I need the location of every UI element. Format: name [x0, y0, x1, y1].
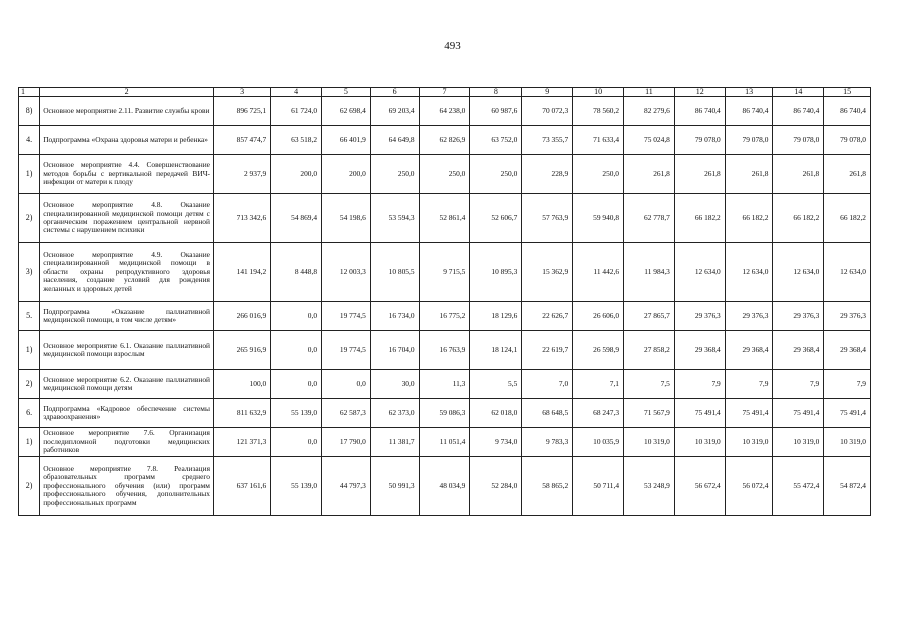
table-row: [19, 370, 871, 399]
table-row: [19, 194, 871, 243]
funding-value: 713 342,6: [213, 194, 270, 243]
row-description: Подпрограмма «Кадровое обеспечение системы здравоохранения»: [40, 399, 214, 428]
funding-value: 12 634,0: [773, 243, 824, 302]
funding-value: 63 518,2: [271, 126, 322, 155]
funding-value: 75 491,4: [674, 399, 725, 428]
funding-value: 121 371,3: [213, 428, 270, 457]
column-number: 11: [624, 88, 675, 97]
row-description: Основное мероприятие 4.4. Совершенствование методов борьбы с вертикальной передачей ВИЧ-инфекции от матери к плоду: [40, 155, 214, 194]
funding-value: 18 129,6: [470, 302, 522, 331]
row-description: Основное мероприятие 6.1. Оказание паллиативной медицинской помощи взрослым: [40, 331, 214, 370]
column-number: 4: [271, 88, 322, 97]
funding-value: 265 916,9: [213, 331, 270, 370]
funding-value: 62 018,0: [470, 399, 522, 428]
column-number: 12: [674, 88, 725, 97]
row-description: Подпрограмма «Охрана здоровья матери и ребенка»: [40, 126, 214, 155]
funding-value: 29 368,4: [674, 331, 725, 370]
funding-value: 62 698,4: [322, 97, 371, 126]
funding-value: 60 987,6: [470, 97, 522, 126]
column-number: 8: [470, 88, 522, 97]
funding-value: 12 003,3: [322, 243, 371, 302]
column-number: 6: [370, 88, 419, 97]
funding-value: 7,9: [674, 370, 725, 399]
funding-value: 12 634,0: [824, 243, 871, 302]
funding-value: 10 319,0: [624, 428, 675, 457]
funding-value: 58 865,2: [522, 457, 573, 516]
row-description: Основное мероприятие 6.2. Оказание паллиативной медицинской помощи детям: [40, 370, 214, 399]
funding-value: 29 368,4: [824, 331, 871, 370]
funding-value: 10 895,3: [470, 243, 522, 302]
funding-value: 9 715,5: [419, 243, 470, 302]
funding-value: 71 567,9: [624, 399, 675, 428]
table-row: [19, 399, 871, 428]
funding-value: 9 734,0: [470, 428, 522, 457]
funding-value: 75 491,4: [725, 399, 773, 428]
funding-value: 0,0: [271, 370, 322, 399]
funding-value: 30,0: [370, 370, 419, 399]
funding-value: 54 869,4: [271, 194, 322, 243]
funding-value: 811 632,9: [213, 399, 270, 428]
funding-value: 7,9: [725, 370, 773, 399]
funding-value: 0,0: [322, 370, 371, 399]
budget-table: [18, 87, 871, 516]
table-row: [19, 428, 871, 457]
funding-value: 66 401,9: [322, 126, 371, 155]
funding-value: 86 740,4: [725, 97, 773, 126]
funding-value: 26 606,0: [573, 302, 624, 331]
funding-value: 53 594,3: [370, 194, 419, 243]
funding-value: 7,0: [522, 370, 573, 399]
row-number: 2): [19, 370, 40, 399]
funding-value: 2 937,9: [213, 155, 270, 194]
funding-value: 82 279,6: [624, 97, 675, 126]
funding-value: 50 711,4: [573, 457, 624, 516]
row-number: 1): [19, 331, 40, 370]
funding-value: 5,5: [470, 370, 522, 399]
funding-value: 70 072,3: [522, 97, 573, 126]
table-row: [19, 457, 871, 516]
row-number: 2): [19, 457, 40, 516]
funding-value: 22 619,7: [522, 331, 573, 370]
funding-value: 29 376,3: [773, 302, 824, 331]
funding-value: 79 078,0: [824, 126, 871, 155]
row-number: 6.: [19, 399, 40, 428]
row-description: Основное мероприятие 7.6. Организация последипломной подготовки медицинских работников: [40, 428, 214, 457]
funding-value: 75 024,8: [624, 126, 675, 155]
funding-value: 29 368,4: [725, 331, 773, 370]
funding-value: 26 598,9: [573, 331, 624, 370]
column-number: 15: [824, 88, 871, 97]
funding-value: 29 368,4: [773, 331, 824, 370]
funding-value: 0,0: [271, 428, 322, 457]
funding-value: 250,0: [470, 155, 522, 194]
funding-value: 19 774,5: [322, 331, 371, 370]
funding-value: 44 797,3: [322, 457, 371, 516]
funding-value: 11 442,6: [573, 243, 624, 302]
funding-value: 15 362,9: [522, 243, 573, 302]
funding-value: 57 763,9: [522, 194, 573, 243]
funding-value: 22 626,7: [522, 302, 573, 331]
funding-value: 261,8: [773, 155, 824, 194]
funding-value: 17 790,0: [322, 428, 371, 457]
funding-value: 7,9: [773, 370, 824, 399]
funding-value: 55 139,0: [271, 399, 322, 428]
funding-value: 10 035,9: [573, 428, 624, 457]
column-number: 5: [322, 88, 371, 97]
table-row: [19, 126, 871, 155]
column-number: 9: [522, 88, 573, 97]
row-number: 1): [19, 155, 40, 194]
funding-value: 141 194,2: [213, 243, 270, 302]
funding-value: 66 182,2: [824, 194, 871, 243]
row-number: 4.: [19, 126, 40, 155]
column-number: 2: [40, 88, 214, 97]
row-number: 2): [19, 194, 40, 243]
funding-value: 10 319,0: [674, 428, 725, 457]
funding-value: 250,0: [419, 155, 470, 194]
funding-value: 69 203,4: [370, 97, 419, 126]
page-number: 493: [444, 40, 461, 52]
column-number: 1: [19, 88, 40, 97]
column-number: 3: [213, 88, 270, 97]
row-description: Основное мероприятие 7.8. Реализация образовательных программ среднего профессионального обучения (или) программ профессионального обучения, дополнительных профессиональных программ: [40, 457, 214, 516]
funding-value: 7,5: [624, 370, 675, 399]
funding-value: 29 376,3: [674, 302, 725, 331]
column-number: 10: [573, 88, 624, 97]
funding-value: 86 740,4: [674, 97, 725, 126]
funding-value: 16 763,9: [419, 331, 470, 370]
funding-value: 261,8: [824, 155, 871, 194]
funding-value: 16 775,2: [419, 302, 470, 331]
funding-value: 200,0: [271, 155, 322, 194]
row-description: Основное мероприятие 4.9. Оказание специализированной медицинской помощи в области охраны репродуктивного здоровья населения, создание условий для рождения желанных и здоровых детей: [40, 243, 214, 302]
funding-value: 50 991,3: [370, 457, 419, 516]
funding-value: 55 472,4: [773, 457, 824, 516]
funding-value: 7,1: [573, 370, 624, 399]
funding-value: 11,3: [419, 370, 470, 399]
funding-value: 79 078,0: [773, 126, 824, 155]
funding-value: 73 355,7: [522, 126, 573, 155]
row-number: 3): [19, 243, 40, 302]
column-number-row: [19, 88, 871, 97]
funding-value: 79 078,0: [674, 126, 725, 155]
funding-value: 71 633,4: [573, 126, 624, 155]
funding-value: 56 672,4: [674, 457, 725, 516]
funding-value: 54 872,4: [824, 457, 871, 516]
funding-value: 16 704,0: [370, 331, 419, 370]
row-number: 8): [19, 97, 40, 126]
funding-value: 10 319,0: [725, 428, 773, 457]
funding-value: 64 238,0: [419, 97, 470, 126]
funding-value: 11 381,7: [370, 428, 419, 457]
row-description: Основное мероприятие 2.11. Развитие службы крови: [40, 97, 214, 126]
funding-value: 10 319,0: [773, 428, 824, 457]
funding-value: 66 182,2: [725, 194, 773, 243]
funding-value: 66 182,2: [773, 194, 824, 243]
table-row: [19, 302, 871, 331]
funding-value: 59 940,8: [573, 194, 624, 243]
funding-value: 266 016,9: [213, 302, 270, 331]
funding-value: 11 984,3: [624, 243, 675, 302]
funding-value: 64 649,8: [370, 126, 419, 155]
funding-value: 52 861,4: [419, 194, 470, 243]
funding-value: 12 634,0: [725, 243, 773, 302]
funding-value: 261,8: [725, 155, 773, 194]
funding-value: 9 783,3: [522, 428, 573, 457]
funding-value: 261,8: [624, 155, 675, 194]
funding-value: 100,0: [213, 370, 270, 399]
row-number: 1): [19, 428, 40, 457]
funding-value: 63 752,0: [470, 126, 522, 155]
funding-value: 54 198,6: [322, 194, 371, 243]
funding-value: 78 560,2: [573, 97, 624, 126]
table-row: [19, 97, 871, 126]
table-row: [19, 243, 871, 302]
funding-value: 19 774,5: [322, 302, 371, 331]
table-row: [19, 331, 871, 370]
funding-value: 59 086,3: [419, 399, 470, 428]
funding-value: 68 247,3: [573, 399, 624, 428]
funding-value: 7,9: [824, 370, 871, 399]
funding-value: 62 373,0: [370, 399, 419, 428]
funding-value: 79 078,0: [725, 126, 773, 155]
column-number: 14: [773, 88, 824, 97]
funding-value: 62 826,9: [419, 126, 470, 155]
funding-value: 0,0: [271, 302, 322, 331]
table-row: [19, 155, 871, 194]
funding-value: 10 319,0: [824, 428, 871, 457]
funding-value: 200,0: [322, 155, 371, 194]
funding-value: 16 734,0: [370, 302, 419, 331]
funding-value: 86 740,4: [824, 97, 871, 126]
funding-value: 27 858,2: [624, 331, 675, 370]
funding-value: 228,9: [522, 155, 573, 194]
funding-value: 10 805,5: [370, 243, 419, 302]
funding-value: 48 034,9: [419, 457, 470, 516]
funding-value: 29 376,3: [824, 302, 871, 331]
funding-value: 11 051,4: [419, 428, 470, 457]
funding-value: 66 182,2: [674, 194, 725, 243]
funding-value: 27 865,7: [624, 302, 675, 331]
funding-value: 261,8: [674, 155, 725, 194]
row-description: Основное мероприятие 4.8. Оказание специализированной медицинской помощи детям с органическим поражением центральной нервной системы с нарушением психики: [40, 194, 214, 243]
funding-value: 18 124,1: [470, 331, 522, 370]
funding-value: 62 587,3: [322, 399, 371, 428]
funding-value: 75 491,4: [773, 399, 824, 428]
row-description: Подпрограмма «Оказание паллиативной медицинской помощи, в том числе детям»: [40, 302, 214, 331]
funding-value: 250,0: [370, 155, 419, 194]
funding-value: 68 648,5: [522, 399, 573, 428]
funding-value: 86 740,4: [773, 97, 824, 126]
funding-value: 637 161,6: [213, 457, 270, 516]
funding-value: 75 491,4: [824, 399, 871, 428]
funding-value: 56 072,4: [725, 457, 773, 516]
funding-value: 8 448,8: [271, 243, 322, 302]
funding-value: 896 725,1: [213, 97, 270, 126]
funding-value: 0,0: [271, 331, 322, 370]
funding-value: 29 376,3: [725, 302, 773, 331]
column-number: 13: [725, 88, 773, 97]
funding-value: 250,0: [573, 155, 624, 194]
funding-value: 857 474,7: [213, 126, 270, 155]
funding-value: 62 778,7: [624, 194, 675, 243]
row-number: 5.: [19, 302, 40, 331]
column-number: 7: [419, 88, 470, 97]
funding-value: 52 284,0: [470, 457, 522, 516]
funding-value: 52 606,7: [470, 194, 522, 243]
funding-value: 61 724,0: [271, 97, 322, 126]
funding-value: 53 248,9: [624, 457, 675, 516]
funding-value: 55 139,0: [271, 457, 322, 516]
funding-value: 12 634,0: [674, 243, 725, 302]
